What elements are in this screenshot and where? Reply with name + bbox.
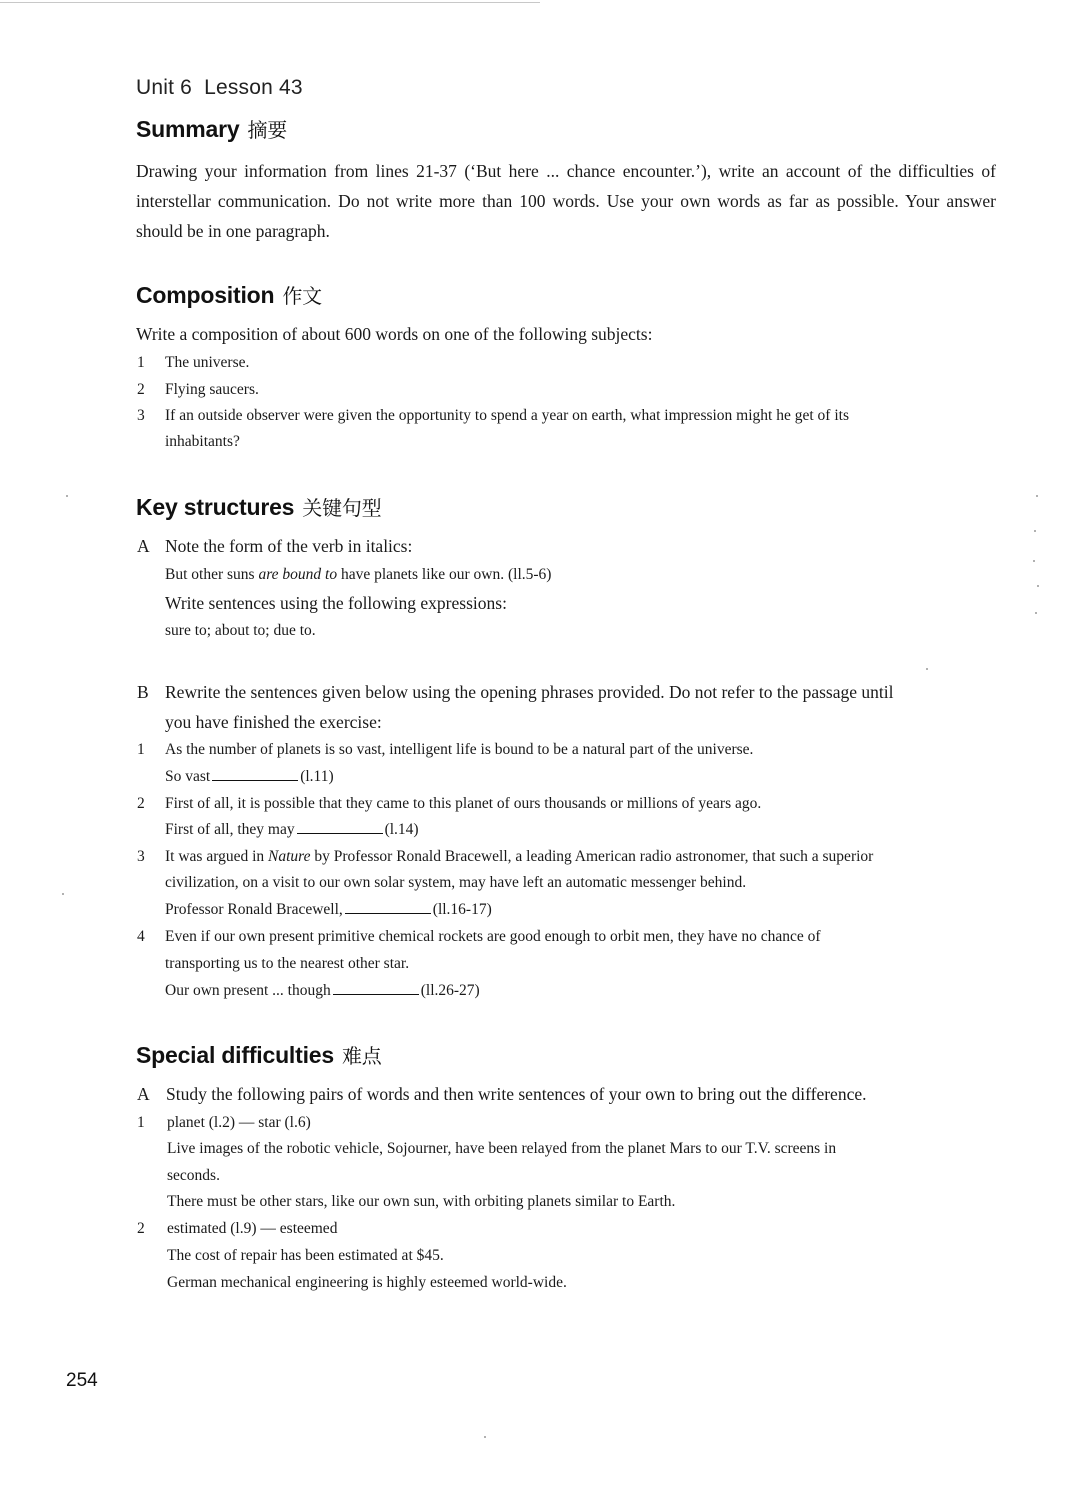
word-pair: planet (l.2) — star (l.6) <box>167 1114 311 1131</box>
scan-speck <box>1033 560 1035 562</box>
special-difficulties-title-cn: 难点 <box>341 1044 382 1068</box>
exercise-prompt: So vast (l.11) <box>165 768 334 785</box>
composition-item: The universe. <box>165 354 250 371</box>
scan-speck <box>66 495 68 497</box>
section-letter-a: A <box>137 1084 150 1104</box>
exercise-sentence: It was argued in Nature by Professor Ronald Bracewell, a leading American radio astronomer, that such a superior <box>165 848 874 865</box>
example-sentence-continued: seconds. <box>167 1167 220 1184</box>
lesson-label: Lesson 43 <box>204 76 303 99</box>
summary-title: Summary <box>136 116 240 142</box>
example-sentence: There must be other stars, like our own sun, with orbiting planets similar to Earth. <box>167 1193 676 1210</box>
composition-item: Flying saucers. <box>165 381 259 398</box>
answer-blank <box>333 988 419 995</box>
example-sentence: German mechanical engineering is highly esteemed world-wide. <box>167 1274 567 1291</box>
section-letter-a: A <box>137 536 150 556</box>
word-pair-number: 2 <box>137 1220 145 1237</box>
example-sentence: Live images of the robotic vehicle, Sojourner, have been relayed from the planet Mars to our T.V. screens in <box>167 1140 837 1157</box>
exercise-prompt: First of all, they may (l.14) <box>165 821 419 838</box>
scan-speck <box>484 1436 486 1438</box>
summary-text: Drawing your information from lines 21-37 (‘But here ... chance encounter.’), write an account of the difficulties of interstellar communication. Do not write more than 100 words. Use your own words as far as possible. Your answer should be in one paragraph. <box>136 161 996 241</box>
special-difficulties-title: Special difficulties <box>136 1042 334 1068</box>
unit-label: Unit 6 <box>136 76 193 99</box>
key-structures-a-instruction: Note the form of the verb in italics: <box>165 536 413 556</box>
scan-speck <box>1036 495 1038 497</box>
special-difficulties-heading <box>136 1040 382 1069</box>
exercise-sentence: As the number of planets is so vast, intelligent life is bound to be a natural part of the universe. <box>165 741 754 758</box>
composition-title-cn: 作文 <box>282 284 322 308</box>
composition-item: If an outside observer were given the opportunity to spend a year on earth, what impression might he get of its <box>165 407 849 424</box>
scan-speck <box>1037 585 1039 587</box>
section-letter-b: B <box>137 682 149 702</box>
exercise-item-number: 1 <box>137 741 145 758</box>
exercise-prompt: Our own present ... though (ll.26-27) <box>165 982 480 999</box>
answer-blank <box>297 827 383 834</box>
example-sentence: The cost of repair has been estimated at $45. <box>167 1247 444 1264</box>
key-structures-title: Key structures <box>136 494 295 520</box>
word-pair-number: 1 <box>137 1114 145 1131</box>
key-structures-title-cn: 关键句型 <box>302 496 382 520</box>
top-rule <box>0 2 540 3</box>
scan-speck <box>1034 530 1036 532</box>
key-structures-a-example: But other suns are bound to have planets like our own. (ll.5-6) <box>165 566 552 583</box>
key-structures-b-instruction-continued: you have finished the exercise: <box>165 712 382 732</box>
summary-heading <box>136 114 287 143</box>
exercise-item-number: 4 <box>137 928 145 945</box>
special-difficulties-a-instruction: Study the following pairs of words and then write sentences of your own to bring out the difference. <box>166 1084 867 1104</box>
answer-blank <box>212 774 298 781</box>
scan-speck <box>1035 612 1037 614</box>
unit-lesson-header <box>136 76 303 100</box>
scan-speck <box>926 668 928 670</box>
composition-title: Composition <box>136 282 275 308</box>
key-structures-heading <box>136 492 381 521</box>
scan-speck <box>62 893 64 895</box>
page-number: 254 <box>66 1370 98 1391</box>
composition-item-continued: inhabitants? <box>165 433 240 450</box>
summary-title-cn: 摘要 <box>247 118 288 142</box>
exercise-sentence-continued: civilization, on a visit to our own solar system, may have left an automatic messenger behind. <box>165 874 747 891</box>
key-structures-a-expressions: sure to; about to; due to. <box>165 622 316 639</box>
exercise-sentence: Even if our own present primitive chemical rockets are good enough to orbit men, they have no chance of <box>165 928 821 945</box>
composition-item-number: 3 <box>137 407 145 424</box>
key-structures-b-instruction: Rewrite the sentences given below using the opening phrases provided. Do not refer to the passage until <box>165 682 894 702</box>
exercise-prompt: Professor Ronald Bracewell, (ll.16-17) <box>165 901 492 918</box>
exercise-item-number: 2 <box>137 795 145 812</box>
composition-item-number: 2 <box>137 381 145 398</box>
word-pair: estimated (l.9) — esteemed <box>167 1220 338 1237</box>
exercise-sentence: First of all, it is possible that they came to this planet of ours thousands or millions of years ago. <box>165 795 762 812</box>
composition-intro: Write a composition of about 600 words on one of the following subjects: <box>136 324 653 344</box>
composition-heading <box>136 280 322 309</box>
italic-verb: are bound to <box>258 566 338 583</box>
key-structures-a-task: Write sentences using the following expressions: <box>165 593 507 613</box>
italic-source: Nature <box>268 848 311 865</box>
composition-item-number: 1 <box>137 354 145 371</box>
answer-blank <box>345 907 431 914</box>
exercise-sentence-continued: transporting us to the nearest other star. <box>165 955 410 972</box>
exercise-item-number: 3 <box>137 848 145 865</box>
